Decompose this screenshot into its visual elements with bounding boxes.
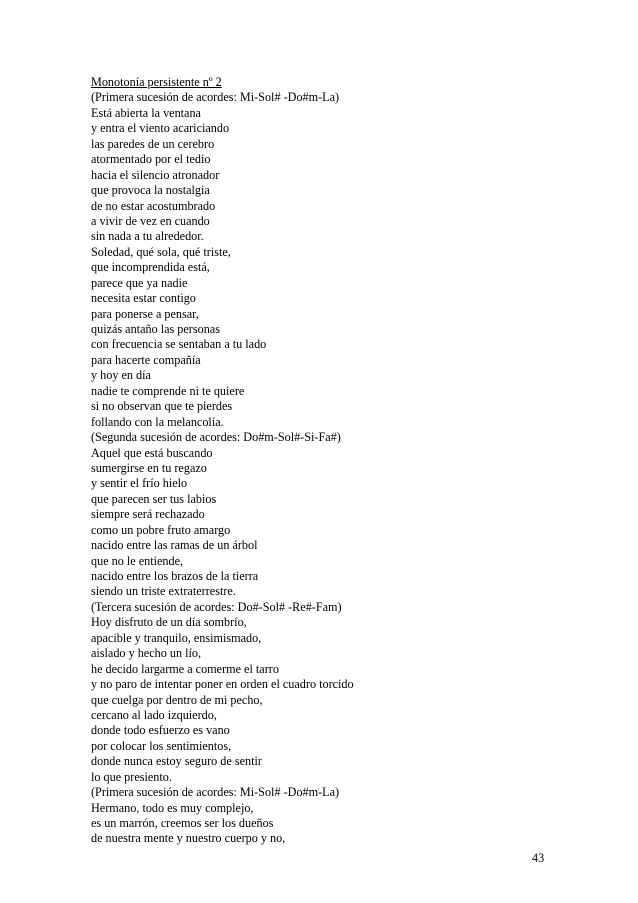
poem-line: y no paro de intentar poner en orden el cuadro torcido — [91, 677, 354, 692]
poem-line: hacia el silencio atronador — [91, 167, 220, 182]
poem-line: las paredes de un cerebro — [91, 136, 215, 151]
poem-line: atormentado por el tedio — [91, 152, 211, 167]
poem-line: Hermano, todo es muy complejo, — [91, 800, 254, 815]
poem-line: que incomprendida está, — [91, 260, 210, 275]
poem-line: quizás antaño las personas — [91, 322, 220, 336]
poem-line: he decido largarme a comerme el tarro — [91, 661, 279, 676]
poem-line: necesita estar contigo — [91, 291, 196, 306]
poem-line: por colocar los sentimientos, — [91, 738, 232, 753]
poem-line: (Primera sucesión de acordes: Mi-Sol# -Do#m-La) — [91, 90, 340, 105]
poem-line: para hacerte compañía — [91, 352, 201, 367]
poem-line: y sentir el frío hielo — [91, 476, 188, 491]
poem-line: donde todo esfuerzo es vano — [91, 723, 230, 738]
poem-line: sumergirse en tu regazo — [91, 460, 207, 475]
poem-line: parece que ya nadie — [91, 275, 188, 290]
poem-line: Está abierta la ventana — [91, 105, 201, 120]
poem-line: para ponerse a pensar, — [91, 306, 199, 321]
poem-line: a vivir de vez en cuando — [91, 213, 210, 228]
poem-line: es un marrón, creemos ser los dueños — [91, 816, 274, 830]
poem-line: nacido entre las ramas de un árbol — [91, 538, 258, 553]
poem-line: de no estar acostumbrado — [91, 198, 216, 213]
poem-line: cercano al lado izquierdo, — [91, 707, 217, 722]
poem-line: de nuestra mente y nuestro cuerpo y no, — [91, 831, 286, 846]
poem-line: como un pobre fruto amargo — [91, 522, 231, 537]
poem-line: Hoy disfruto de un día sombrío, — [91, 615, 247, 630]
poem-line: Aquel que está buscando — [91, 445, 213, 460]
poem-line: (Tercera sucesión de acordes: Do#-Sol# -Re#-Fam) — [91, 599, 342, 614]
poem-line: que parecen ser tus labios — [91, 491, 217, 506]
poem-line: (Segunda sucesión de acordes: Do#m-Sol#-Si-Fa#) — [91, 430, 341, 445]
poem-line: que provoca la nostalgia — [91, 183, 210, 198]
poem-line: y hoy en día — [91, 368, 151, 383]
poem-line: con frecuencia se sentaban a tu lado — [91, 337, 267, 352]
poem-line: donde nunca estoy seguro de sentir — [91, 754, 262, 769]
poem-line: sin nada a tu alrededor. — [91, 229, 204, 244]
page-number: 43 — [532, 851, 545, 865]
poem-line: siendo un triste extraterrestre. — [91, 584, 236, 599]
poem-line: apacible y tranquilo, ensimismado, — [91, 630, 262, 645]
poem-line: que cuelga por dentro de mi pecho, — [91, 692, 263, 707]
poem-title: Monotonía persistente nº 2 — [91, 75, 222, 89]
poem-line: y entra el viento acariciando — [91, 121, 230, 136]
poem-line: aislado y hecho un lío, — [91, 646, 202, 661]
poem-line: nacido entre los brazos de la tierra — [91, 569, 259, 583]
poem-line: Soledad, qué sola, qué triste, — [91, 244, 231, 259]
poem-line: que no le entiende, — [91, 553, 184, 568]
poem-body — [91, 75, 591, 847]
poem-line: si no observan que te pierdes — [91, 399, 233, 414]
poem-line: (Primera sucesión de acordes: Mi-Sol# -Do#m-La) — [91, 785, 340, 800]
poem-line: nadie te comprende ni te quiere — [91, 383, 245, 398]
poem-line: follando con la melancolía. — [91, 414, 224, 429]
poem-line: lo que presiento. — [91, 769, 172, 784]
poem-line: siempre será rechazado — [91, 507, 205, 522]
